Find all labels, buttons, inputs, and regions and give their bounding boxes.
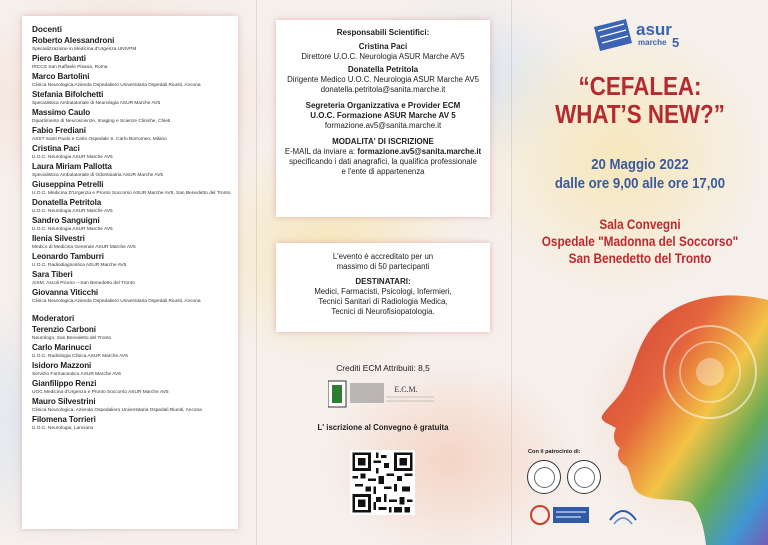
mod-title: MODALITA' DI ISCRIZIONE (332, 137, 434, 146)
asur-marche-logo (592, 17, 684, 57)
person-affiliation: U.O.C. Neurologia, Lanciano (32, 426, 94, 431)
person-name: Fabio Frediani (32, 126, 86, 135)
resp2-role: Dirigente Medico U.O.C. Neurologia ASUR Marche AV5 (287, 75, 479, 84)
person-entry (32, 162, 228, 179)
patron-seal-1 (527, 460, 561, 494)
free-registration: L' iscrizione al Convegno è gratuita (317, 423, 449, 432)
person-entry (32, 379, 228, 396)
docenti-list (32, 36, 231, 305)
person-entry (32, 234, 228, 251)
person-entry (32, 270, 228, 287)
fold-line-1 (256, 0, 257, 545)
seg-unit: U.O.C. Formazione ASUR Marche AV 5 (310, 111, 456, 120)
ecm-logos (328, 379, 436, 409)
person-entry (32, 288, 228, 305)
person-name: Piero Barbanti (32, 54, 86, 63)
person-entry (32, 252, 228, 269)
person-affiliation: U.O.C. Neurologia ASUR Marche AV5 (32, 227, 113, 232)
person-affiliation: Medico di Medicina Generale ASUR Marche AV5 (32, 245, 136, 250)
seg-title: Segreteria Organizzativa e Provider ECM (305, 101, 461, 110)
patron-logo-4 (606, 500, 640, 528)
asur-logo-region: marche (638, 38, 667, 47)
mod-line2: specificando i dati anagrafici, la qualifica professionale (289, 157, 477, 166)
person-affiliation: Clinica Neurologica Azienda Ospedaliero Universitaria Ospedali Riuniti, Ancona (32, 83, 201, 88)
organizers-box (276, 20, 490, 217)
mod-line1-pre: E-MAIL da inviare a: (284, 147, 358, 156)
event-title (537, 72, 743, 128)
person-entry (32, 126, 228, 143)
person-affiliation: UOC Medicina d'Urgenza e Pronto Soccorso ASUR Marche AV5 (32, 390, 169, 395)
moderatori-title: Moderatori (32, 314, 75, 323)
qr-code[interactable] (350, 450, 415, 515)
person-affiliation: Specialistica Ambulatoriale di Neurologia ASUR Marche AV5 (32, 101, 161, 106)
person-name: Marco Bartolini (32, 72, 90, 81)
patron-logo-3 (529, 503, 591, 527)
person-entry (32, 397, 228, 414)
fold-line-2 (511, 0, 512, 545)
person-affiliation: Servizio Farmaceutico ASUR Marche AV5 (32, 372, 121, 377)
hours-line: dalle ore 9,00 alle ore 17,00 (554, 175, 726, 192)
person-name: Mauro Silvestrini (32, 397, 96, 406)
faculty-panel (22, 16, 238, 529)
mod-line3: e l'ente di appartenenza (341, 167, 425, 176)
person-name: Massimo Caulo (32, 108, 91, 117)
dest3: Tecnici di Neurofisiopatologia. (331, 307, 435, 316)
person-affiliation: Clinica Neurologica, Azienda Ospedaliero Universitaria Ospedali Riuniti, Ancona (32, 408, 202, 413)
mod-email[interactable]: formazione.av5@sanita.marche.it (357, 147, 482, 156)
person-name: Ilenia Silvestri (32, 234, 85, 243)
person-entry (32, 144, 228, 161)
venue-line3: San Benedetto del Tronto (568, 251, 712, 266)
mod-line1 (282, 147, 484, 157)
person-entry (32, 325, 228, 342)
person-name: Laura Miriam Pallotta (32, 162, 112, 171)
person-entry (32, 36, 228, 53)
person-name: Stefania Bifolchetti (32, 90, 104, 99)
person-affiliation: Specialistica Ambulatoriale di Odontoiatria ASUR Marche AV5 (32, 173, 164, 178)
person-name: Filomena Torrieri (32, 415, 96, 424)
ecm-logo-text: E.C.M. (394, 385, 418, 394)
title-line1: “CEFALEA: (578, 71, 702, 101)
person-entry (32, 54, 228, 71)
person-name: Cristina Paci (32, 144, 80, 153)
person-affiliation: Clinica Neurologica Azienda Ospedaliero Universitaria Ospedali Riuniti, Ancona (32, 299, 201, 304)
resp2-email[interactable]: donatella.petritola@sanita.marche.it (320, 85, 446, 94)
person-name: Sara Tiberi (32, 270, 73, 279)
person-entry (32, 343, 228, 360)
person-name: Terenzio Carboni (32, 325, 96, 334)
person-affiliation: IRCCS San Raffaele Pisana, Roma (32, 65, 108, 70)
date-line: 20 Maggio 2022 (591, 156, 689, 173)
person-name: Roberto Alessandroni (32, 36, 115, 45)
person-name: Leonardo Tamburri (32, 252, 104, 261)
seg-email[interactable]: formazione.av5@sanita.marche.it (324, 121, 442, 130)
person-name: Donatella Petritola (32, 198, 102, 207)
event-venue (534, 216, 745, 267)
resp1-name: Cristina Paci (358, 42, 408, 51)
title-line2: WHAT’S NEW?” (555, 99, 725, 129)
person-affiliation: Specializzazione in Medicina d'Urgenza UNIVPM (32, 47, 137, 52)
person-affiliation: Neurologo, San Benedetto del Tronto (32, 336, 112, 341)
person-affiliation: U.O.C. Neurologia ASUR Marche AV5 (32, 209, 113, 214)
resp2-name: Donatella Petritola (347, 65, 419, 74)
person-affiliation: ASST Santi Paolo e Carlo Ospedale S. Carlo Borromeo, Milano (32, 137, 167, 142)
patron-seal-2 (567, 460, 601, 494)
person-entry (32, 361, 228, 378)
event-date (534, 155, 745, 193)
dest-title: DESTINATARI: (355, 277, 411, 286)
patronage-label: Con il patrocinio di: (528, 449, 581, 455)
person-entry (32, 72, 228, 89)
accreditation-box (276, 243, 490, 332)
person-entry (32, 108, 228, 125)
person-affiliation: AISM, Ascoli Piceno – San Benedetto del Tronto (32, 281, 135, 286)
person-entry (32, 90, 228, 107)
person-name: Giovanna Viticchi (32, 288, 99, 297)
docenti-title: Docenti (32, 25, 63, 34)
accredit-line1: L'evento è accreditato per un (332, 252, 434, 261)
person-entry (32, 180, 231, 197)
resp1-role: Direttore U.O.C. Neurologia ASUR Marche AV5 (301, 52, 465, 61)
person-name: Carlo Marinucci (32, 343, 92, 352)
person-name: Giuseppina Petrelli (32, 180, 104, 189)
dest2: Tecnici Sanitari di Radiologia Medica, (318, 297, 448, 306)
resp-title: Responsabili Scientifici: (336, 28, 430, 37)
person-entry (32, 216, 228, 233)
person-affiliation: U.O.C. Radiologia Clinica ASUR Marche AV5 (32, 354, 128, 359)
moderatori-list (32, 325, 228, 432)
person-affiliation: Dipartimento di Neuroscienze, Imaging e Scienze Cliniche, Chieti (32, 119, 171, 124)
dest1: Medici, Farmacisti, Psicologi, Infermieri, (314, 287, 452, 296)
person-affiliation: U.O.C. Radiodiagnostica ASUR Marche AV5 (32, 263, 127, 268)
asur-logo-num: 5 (672, 35, 680, 50)
person-name: Gianfilippo Renzi (32, 379, 97, 388)
venue-line2: Ospedale "Madonna del Soccorso" (541, 234, 739, 249)
section-gap (32, 305, 228, 313)
person-entry (32, 415, 228, 432)
accredit-line2: massimo di 50 partecipanti (336, 262, 430, 271)
person-entry (32, 198, 228, 215)
person-affiliation: U.O.C. Neurologia ASUR Marche AV5 (32, 155, 113, 160)
venue-line1: Sala Convegni (599, 217, 681, 232)
person-name: Sandro Sanguigni (32, 216, 100, 225)
person-name: Isidoro Mazzoni (32, 361, 92, 370)
asur-logo-text: asur (636, 20, 672, 39)
person-affiliation: U.O.C. Medicina D'Urgenza e Pronto Soccorso ASUR Marche AV5, San Benedetto del Tronto (32, 191, 231, 196)
credits-text: Crediti ECM Attribuiti: 8,5 (336, 363, 430, 373)
